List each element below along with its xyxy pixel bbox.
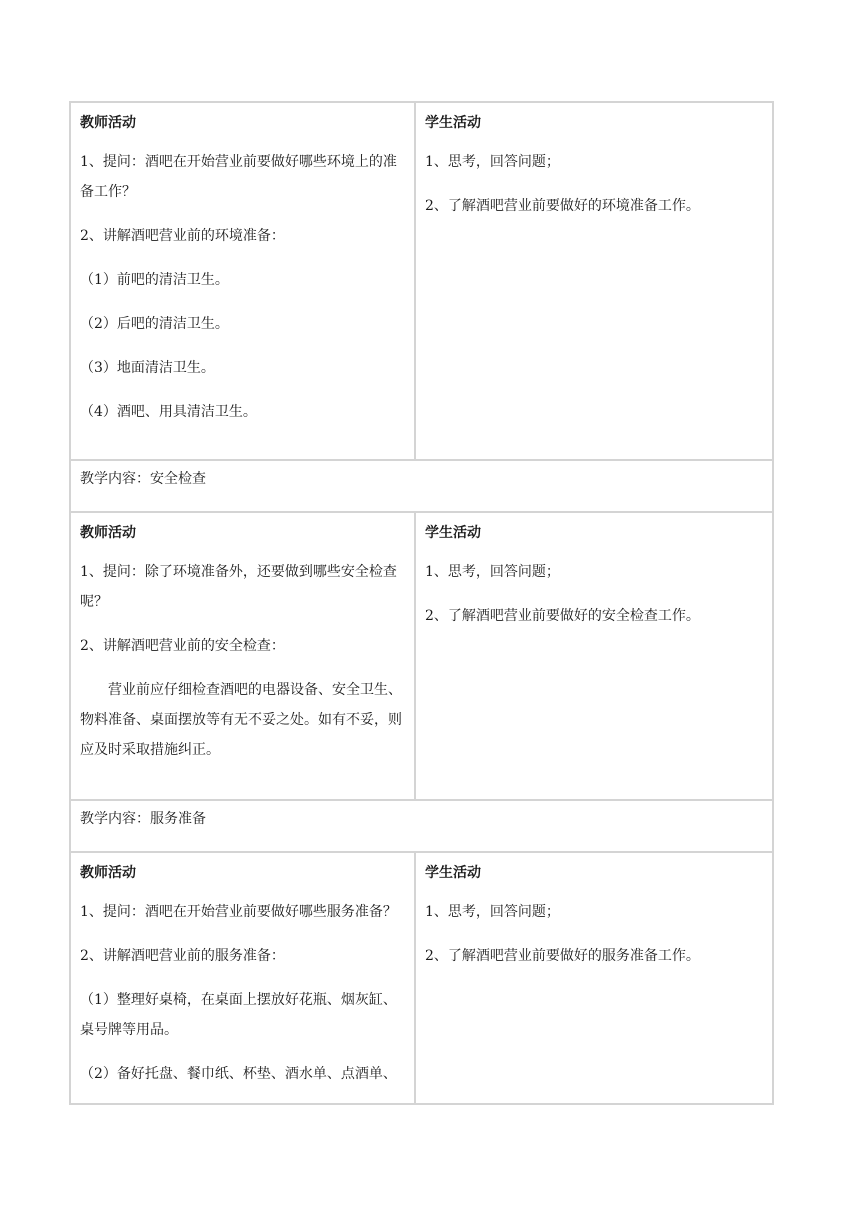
teacher-activity-cell: [71, 853, 416, 1103]
student-item: 2、了解酒吧营业前要做好的服务准备工作。: [425, 948, 700, 964]
student-item: 2、了解酒吧营业前要做好的安全检查工作。: [425, 608, 700, 624]
teacher-activity-heading: 教师活动: [80, 865, 136, 881]
teacher-item: 营业前应仔细检查酒吧的电器设备、安全卫生、物料准备、桌面摆放等有无不妥之处。如有不妥，则应及时采取措施纠正。: [80, 682, 402, 758]
teacher-item: （4）酒吧、用具清洁卫生。: [80, 404, 257, 420]
teacher-item: （3）地面清洁卫生。: [80, 360, 215, 376]
student-item: 1、思考，回答问题；: [425, 564, 560, 580]
teacher-item: （2）备好托盘、餐巾纸、杯垫、酒水单、点酒单、: [80, 1066, 397, 1082]
teacher-activity-cell: [71, 103, 416, 459]
teaching-content-row: [69, 459, 774, 513]
teacher-item: 2、讲解酒吧营业前的环境准备：: [80, 228, 285, 244]
teacher-item: （1）前吧的清洁卫生。: [80, 272, 229, 288]
teacher-activity-heading: 教师活动: [80, 115, 136, 131]
activity-section-environment: [69, 101, 774, 461]
student-activity-cell: [416, 103, 772, 459]
student-activity-heading: 学生活动: [425, 115, 481, 131]
teaching-content-text: 教学内容：安全检查: [80, 471, 206, 487]
teacher-activity-cell: [71, 513, 416, 799]
teacher-item: 1、提问：酒吧在开始营业前要做好哪些服务准备？: [80, 904, 397, 920]
teacher-activity-heading: 教师活动: [80, 525, 136, 541]
student-item: 1、思考，回答问题；: [425, 904, 560, 920]
teacher-item: 2、讲解酒吧营业前的安全检查：: [80, 638, 285, 654]
teacher-item: （1）整理好桌椅，在桌面上摆放好花瓶、烟灰缸、桌号牌等用品。: [80, 992, 397, 1038]
lesson-plan-table: [69, 103, 774, 1105]
student-activity-cell: [416, 853, 772, 1103]
teacher-item: 1、提问：除了环境准备外，还要做到哪些安全检查呢？: [80, 564, 397, 610]
teacher-item: 2、讲解酒吧营业前的服务准备：: [80, 948, 285, 964]
student-item: 2、了解酒吧营业前要做好的环境准备工作。: [425, 198, 700, 214]
student-activity-heading: 学生活动: [425, 525, 481, 541]
activity-section-safety: [69, 511, 774, 801]
student-activity-heading: 学生活动: [425, 865, 481, 881]
student-item: 1、思考，回答问题；: [425, 154, 560, 170]
teacher-item: （2）后吧的清洁卫生。: [80, 316, 229, 332]
teaching-content-row: [69, 799, 774, 853]
activity-section-service: [69, 851, 774, 1105]
student-activity-cell: [416, 513, 772, 799]
teaching-content-text: 教学内容：服务准备: [80, 811, 206, 827]
teacher-item: 1、提问：酒吧在开始营业前要做好哪些环境上的准备工作？: [80, 154, 397, 200]
